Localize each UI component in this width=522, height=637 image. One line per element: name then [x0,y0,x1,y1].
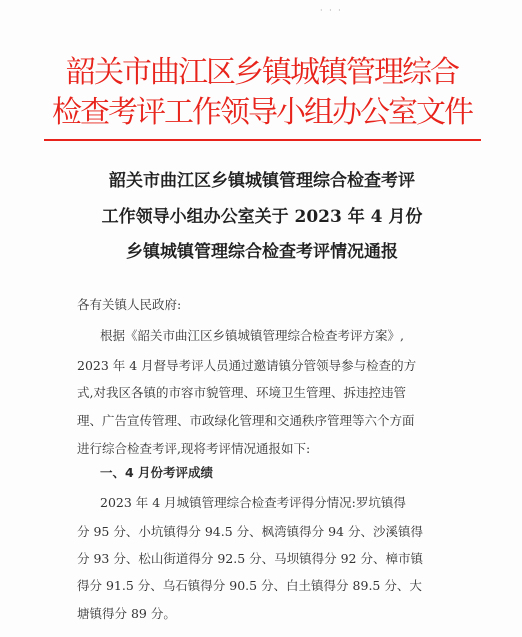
issuer-header-line-2: 检查考评工作领导小组办公室文件 [52,95,472,130]
page-mark: · · · [320,6,343,15]
paragraph-2-line: 2023 年 4 月城镇管理综合检查考评得分情况:罗坑镇得 [100,495,406,510]
document-title-line-1: 韶关市曲江区乡镇城镇管理综合检查考评 [109,171,415,191]
section-1-heading: 一、4 月份考评成绩 [100,465,214,480]
paragraph-1-line: 式,对我区各镇的市容市貌管理、环境卫生管理、拆违控违管 [77,385,406,400]
red-divider-rule [44,139,481,141]
paragraph-2-line: 分 95 分、小坑镇得分 94.5 分、枫湾镇得分 94 分、沙溪镇得 [77,524,423,539]
paragraph-1-line: 进行综合检查考评,现将考评情况通报如下: [77,441,311,456]
paragraph-2-line: 分 93 分、松山街道得分 92.5 分、马坝镇得分 92 分、樟市镇 [77,551,423,566]
paragraph-1-line: 2023 年 4 月督导考评人员通过邀请镇分管领导参与检查的方 [77,358,417,373]
document-title-line-3: 乡镇城镇管理综合检查考评情况通报 [126,242,398,262]
paragraph-1-line: 理、广告宣传管理、市政绿化管理和交通秩序管理等六个方面 [77,413,415,428]
paragraph-2-line: 塘镇得分 89 分。 [77,606,176,621]
paragraph-2-line: 得分 91.5 分、乌石镇得分 90.5 分、白土镇得分 89.5 分、大 [77,578,422,593]
document-title-line-2: 工作领导小组办公室关于 2023 年 4 月份 [101,207,423,227]
paragraph-1-line: 根据《韶关市曲江区乡镇城镇管理综合检查考评方案》, [100,328,404,343]
salutation: 各有关镇人民政府: [77,297,182,312]
issuer-header-line-1: 韶关市曲江区乡镇城镇管理综合 [66,55,458,90]
